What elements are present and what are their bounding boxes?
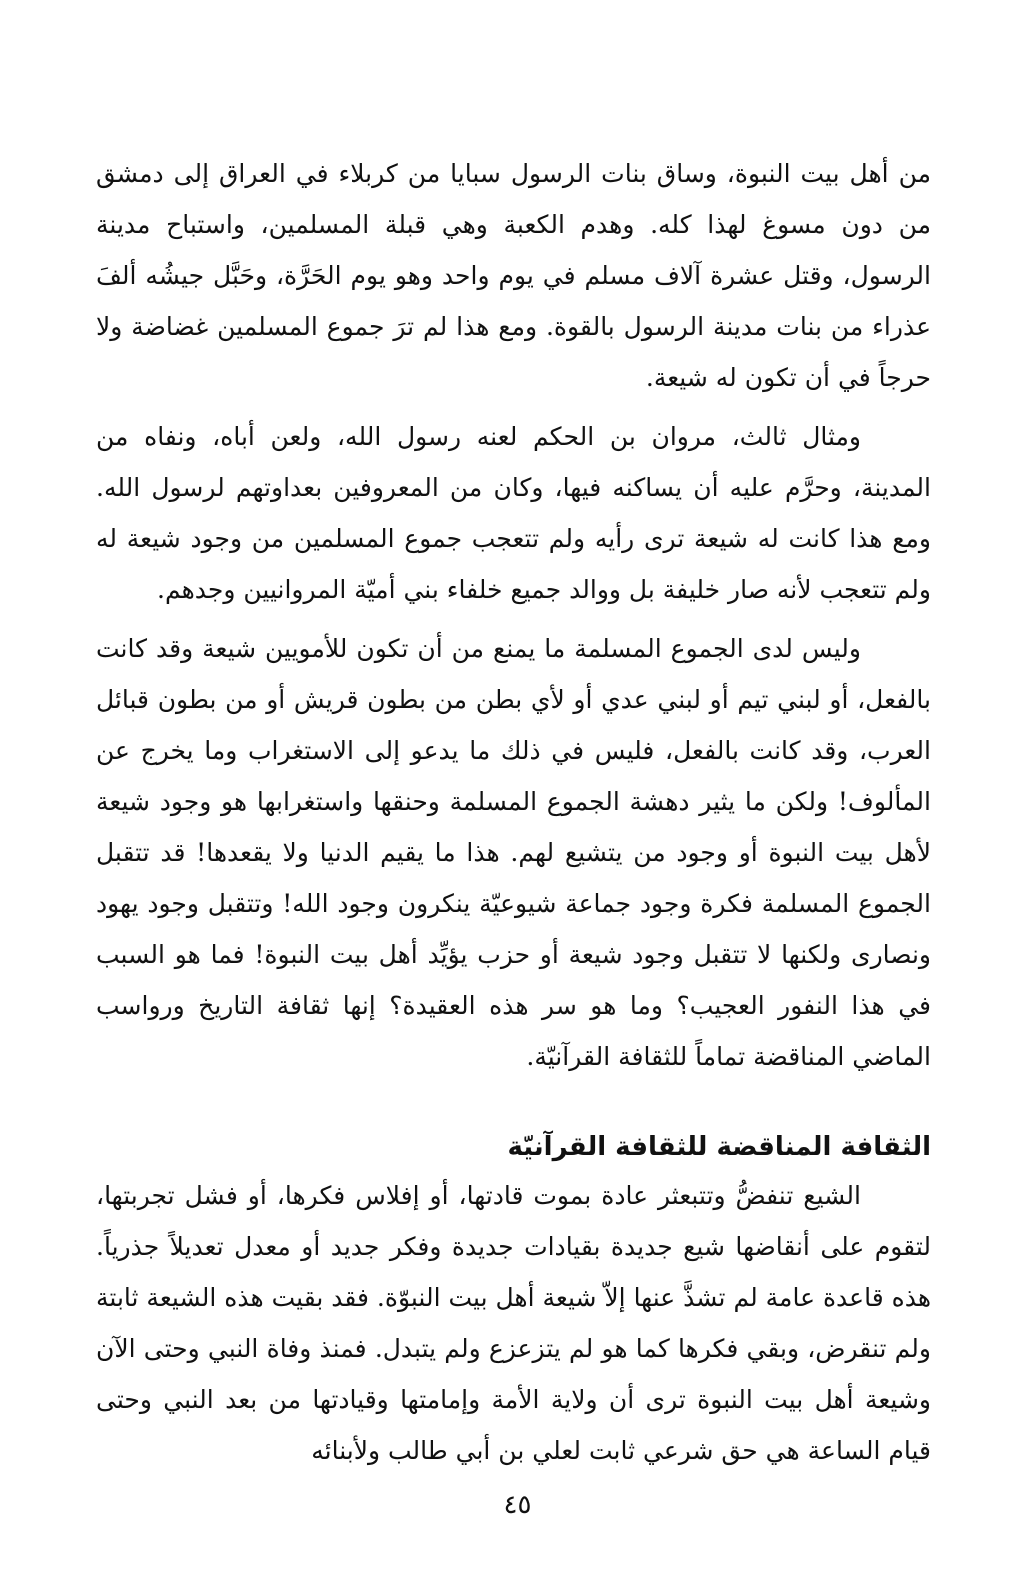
section-paragraph: الشيع تنفضُّ وتتبعثر عادة بموت قادتها، أو إفلاس فكرها، أو فشل تجربتها، لتقوم على أنقاضها شيع جديدة بقيادات جديدة وفكر جديد أو معدل تعديلاً جذرياً. هذه قاعدة عامة لم تشذَّ عنها إلاّ شيعة أهل بيت النبوّة. فقد بقيت هذه الشيعة ثابتة ولم تنقرض، وبقي فكرها كما هو لم يتزعزع ولم يتبدل. فمنذ وفاة النبي وحتى الآن وشيعة أهل بيت النبوة ترى أن ولاية الأمة وإمامتها وقيادتها من بعد النبي وحتى قيام الساعة هي حق شرعي ثابت لعلي بن أبي طالب ولأبنائه [96,1181,931,1465]
paragraph-2: ومثال ثالث، مروان بن الحكم لعنه رسول الله، ولعن أباه، ونفاه من المدينة، وحرَّم عليه أن يساكنه فيها، وكان من المعروفين بعداوتهم لرسول الله. ومع هذا كانت له شيعة ترى رأيه ولم تتعجب جموع المسلمين من وجود شيعة له ولم تتعجب لأنه صار خليفة بل ووالد جميع خلفاء بني أميّة المروانيين وجدهم. [96,422,931,604]
paragraph-1: من أهل بيت النبوة، وساق بنات الرسول سبايا من كربلاء في العراق إلى دمشق من دون مسوغ لهذا كله. وهدم الكعبة وهي قبلة المسلمين، واستباح مدينة الرسول، وقتل عشرة آلاف مسلم في يوم واحد وهو يوم الحَرَّة، وحَبَّل جيشُه ألفَ عذراء من بنات مدينة الرسول بالقوة. ومع هذا لم ترَ جموع المسلمين غضاضة ولا حرجاً في أن تكون له شيعة. [96,159,931,392]
page-number: ٤٥ [503,1490,532,1520]
paragraph-3: وليس لدى الجموع المسلمة ما يمنع من أن تكون للأمويين شيعة وقد كانت بالفعل، أو لبني تيم أو لبني عدي أو لأي بطن من بطون قريش أو من بطون قبائل العرب، وقد كانت بالفعل، فليس في ذلك ما يدعو إلى الاستغراب وما يخرج عن المألوف! ولكن ما يثير دهشة الجموع المسلمة وحنقها واستغرابها هو وجود شيعة لأهل بيت النبوة أو وجود من يتشيع لهم. هذا ما يقيم الدنيا ولا يقعدها! قد تتقبل الجموع المسلمة فكرة وجود جماعة شيوعيّة ينكرون وجود الله! وتتقبل وجود يهود ونصارى ولكنها لا تتقبل وجود شيعة أو حزب يؤيِّد أهل بيت النبوة! فما هو السبب في هذا النفور العجيب؟ وما هو سر هذه العقيدة؟ إنها ثقافة التاريخ ورواسب الماضي المناقضة تماماً للثقافة القرآنيّة. [96,634,931,1071]
page-body [96,148,931,1587]
section-heading: الثقافة المناقضة للثقافة القرآنيّة [507,1132,931,1162]
